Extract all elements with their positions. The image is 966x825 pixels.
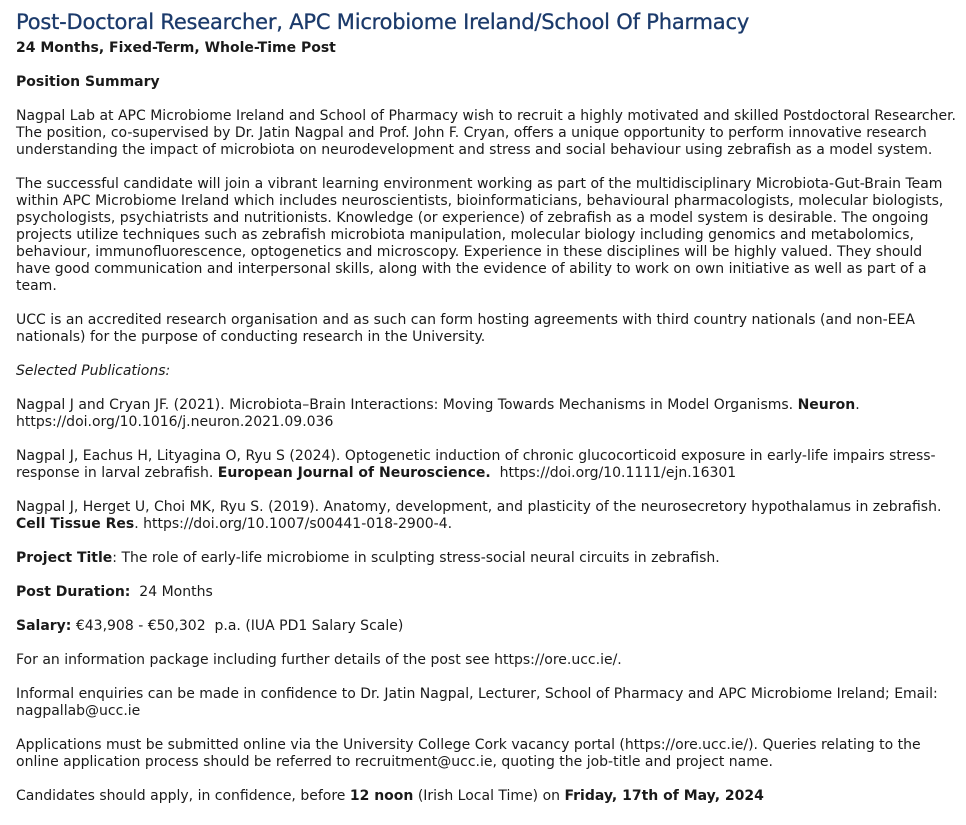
position-summary-heading: Position Summary — [16, 74, 160, 90]
post-duration-value: 24 Months — [130, 584, 213, 600]
info-package-paragraph: For an information package including further details of the post see https://ore.ucc.ie/. — [16, 652, 622, 668]
deadline-line — [16, 788, 960, 805]
publication-doi: https://doi.org/10.1111/ejn.16301 — [490, 465, 737, 481]
publication-journal: European Journal of Neuroscience. — [217, 465, 491, 481]
publication-journal: Cell Tissue Res — [16, 516, 135, 532]
deadline-intro: Candidates should apply, in confidence, before — [16, 788, 350, 804]
publication-citation: Nagpal J, Eachus H, Lityagina O, Ryu S (2024). Optogenetic induction of chronic glucocorticoid exposure in early-life impairs stress-response in larval zebrafish. — [16, 448, 936, 481]
publication-item — [16, 448, 960, 482]
applications-paragraph: Applications must be submitted online via the University College Cork vacancy portal (https://ore.ucc.ie/). Queries relating to the online application process should be referred to recruitment@ucc.ie, quoting the job-title and project name. — [16, 737, 921, 770]
project-title-value: : The role of early-life microbiome in sculpting stress-social neural circuits in zebrafish. — [112, 550, 720, 566]
deadline-time: 12 noon — [349, 788, 414, 804]
salary-line — [16, 618, 960, 635]
deadline-date: Friday, 17th of May, 2024 — [564, 788, 764, 804]
page-title: Post-Doctoral Researcher, APC Microbiome Ireland/School Of Pharmacy — [16, 10, 750, 34]
enquiries-paragraph: Informal enquiries can be made in confidence to Dr. Jatin Nagpal, Lecturer, School of Pharmacy and APC Microbiome Ireland; Email: nagpallab@ucc.ie — [16, 686, 938, 719]
summary-paragraph-3: UCC is an accredited research organisation and as such can form hosting agreements with third country nationals (and non-EEA nationals) for the purpose of conducting research in the University. — [16, 312, 915, 345]
salary-label: Salary: — [16, 618, 72, 634]
summary-paragraph-1: Nagpal Lab at APC Microbiome Ireland and School of Pharmacy wish to recruit a highly motivated and skilled Postdoctoral Researcher. The position, co-supervised by Dr. Jatin Nagpal and Prof. John F. Cryan, offers a unique opportunity to perform innovative research understanding the impact of microbiota on neurodevelopment and stress and social behaviour using zebrafish as a model system. — [16, 108, 957, 158]
publication-item — [16, 499, 960, 533]
post-subtitle: 24 Months, Fixed-Term, Whole-Time Post — [16, 40, 336, 56]
post-duration-label: Post Duration: — [16, 584, 131, 600]
project-title-label: Project Title — [16, 550, 113, 566]
deadline-timezone: (Irish Local Time) on — [413, 788, 565, 804]
salary-value: €43,908 - €50,302 p.a. (IUA PD1 Salary Scale) — [71, 618, 404, 634]
publications-heading: Selected Publications: — [16, 363, 171, 379]
post-duration-line — [16, 584, 960, 601]
publication-citation: Nagpal J, Herget U, Choi MK, Ryu S. (2019). Anatomy, development, and plasticity of the neurosecretory hypothalamus in zebrafish. — [16, 499, 942, 515]
publication-doi: . https://doi.org/10.1016/j.neuron.2021.09.036 — [16, 397, 860, 430]
publication-item — [16, 397, 960, 431]
summary-paragraph-2: The successful candidate will join a vibrant learning environment working as part of the multidisciplinary Microbiota-Gut-Brain Team within APC Microbiome Ireland which includes neuroscientists, bioinformaticians, behavioural pharmacologists, molecular biologists, psychologists, psychiatrists and nutritionists. Knowledge (or experience) of zebrafish as a model system is desirable. The ongoing projects utilize techniques such as zebrafish microbiota manipulation, molecular biology including genomics and metabolomics, behaviour, immunofluorescence, optogenetics and microscopy. Experience in these disciplines will be highly valued. They should have good communication and interpersonal skills, along with the evidence of ability to work on own initiative as well as part of a team. — [16, 176, 944, 294]
publication-citation: Nagpal J and Cryan JF. (2021). Microbiota–Brain Interactions: Moving Towards Mechanisms in Model Organisms. — [16, 397, 798, 413]
project-title-line — [16, 550, 960, 567]
publication-journal: Neuron — [797, 397, 856, 413]
publication-doi: . https://doi.org/10.1007/s00441-018-2900-4. — [134, 516, 453, 532]
